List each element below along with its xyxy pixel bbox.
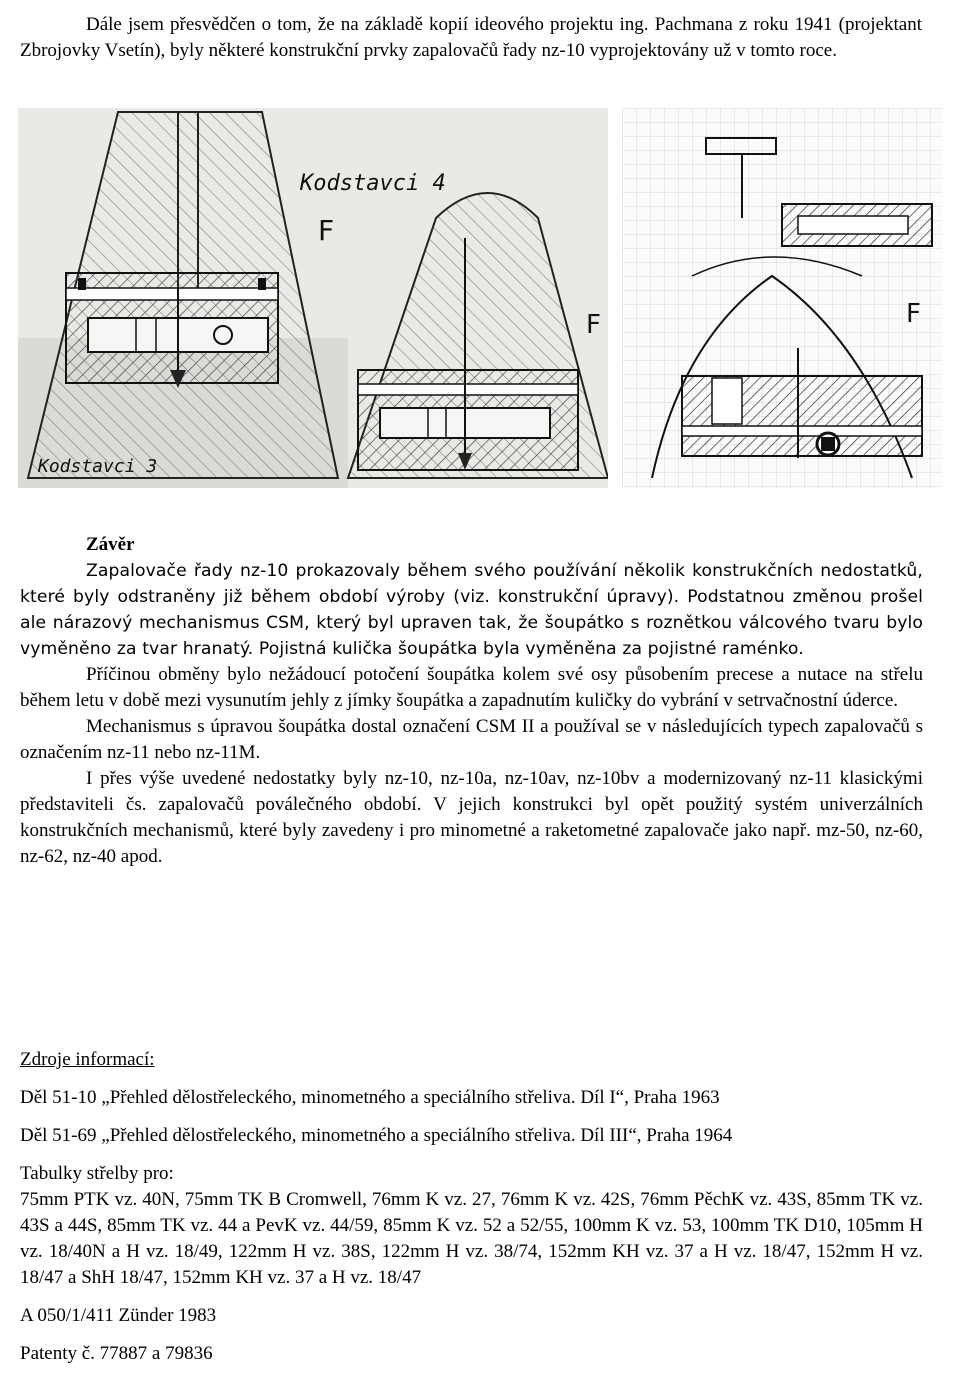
- conclusion-paragraph-2: [20, 662, 923, 714]
- drawing-letter-f: F: [318, 214, 335, 247]
- conclusion-paragraph-1-sans: Zapalovače řady nz-10 prokazovaly během svého používání několik konstrukčních nedostatků, které byly odstraněny již během období výroby (viz. konstrukční úpravy).: [20, 561, 923, 607]
- source-ref-1: Děl 51-10 „Přehled dělostřeleckého, minometného a speciálního střeliva. Díl I“, Praha 1963: [20, 1087, 720, 1108]
- fuze-drawing-right: [622, 108, 942, 488]
- source-ref-2: Děl 51-69 „Přehled dělostřeleckého, minometného a speciálního střeliva. Díl III“, Praha 1964: [20, 1125, 733, 1146]
- source-tables-list: 75mm PTK vz. 40N, 75mm TK B Cromwell, 76mm K vz. 27, 76mm K vz. 42S, 76mm PěchK vz. 43S, 85mm TK vz. 43S a 44S, 85mm TK vz. 44 a PevK vz. 44/59, 85mm K vz. 52 a 52/55, 100mm K vz. 53, 100mm TK D10, 105mm H vz. 18/40N a H vz. 18/49, 122mm H vz. 38S, 122mm H vz. 38/74, 152mm KH vz. 37 a H vz. 18/47, 152mm H vz. 18/47 a ShH 18/47, 152mm KH vz. 37 a H vz. 18/47: [20, 1189, 923, 1288]
- fuze-drawing-left: [18, 108, 608, 488]
- conclusion-paragraph-3-text: Mechanismus s úpravou šoupátka dostal označení CSM II a používal se v následujících typech zapalovačů s označením nz-11 nebo nz-11M.: [20, 716, 923, 763]
- conclusion-paragraph-4: [20, 766, 923, 870]
- drawing-label-top: Kodstavci 4: [300, 171, 446, 196]
- conclusion-title: Závěr: [86, 534, 135, 555]
- conclusion-paragraph-2-text: Příčinou obměny bylo nežádoucí potočení šoupátka kolem své osy působením precese a nutace na střelu během letu v době mezi vysunutím jehly z jímky šoupátka a zapadnutím kuličky do vybrání v setrvačnostní úderce.: [20, 664, 923, 711]
- sources-section: [20, 1047, 923, 1367]
- sources-heading: Zdroje informací:: [20, 1049, 155, 1070]
- intro-section: [20, 12, 922, 64]
- source-ref-3: A 050/1/411 Zünder 1983: [20, 1305, 217, 1326]
- conclusion-paragraph-4-text: I přes výše uvedené nedostatky byly nz-10, nz-10a, nz-10av, nz-10bv a modernizovaný nz-11 klasickými představiteli čs. zapalovačů poválečného období. V jejich konstrukci byl opět použitý systém univerzálních konstrukčních mechanismů, které byly zavedeny i pro minometné a raketometné zapalovače jako např. mz-50, nz-60, nz-62, nz-40 apod.: [20, 768, 923, 867]
- source-ref-4: Patenty č. 77887 a 79836: [20, 1343, 213, 1364]
- conclusion-paragraph-1: [20, 558, 923, 662]
- source-tables-label: Tabulky střelby pro:: [20, 1163, 174, 1184]
- intro-paragraph: Dále jsem přesvědčen o tom, že na základě kopií ideového projektu ing. Pachmana z roku 1941 (projektant Zbrojovky Vsetín), byly některé konstrukční prvky zapalovačů řady nz-10 vyprojektovány už v tomto roce.: [20, 14, 922, 61]
- conclusion-section: [20, 532, 923, 870]
- drawing-letter-f-2: F: [586, 310, 601, 340]
- drawing-right-letter-f: F: [906, 299, 921, 329]
- conclusion-paragraph-3: [20, 714, 923, 766]
- conclusion-paragraph-1-rest: Podstatnou změnou prošel ale nárazový mechanismus CSM, který byl upraven tak, že šoupátko s roznětkou válcového tvaru bylo vyměněno za tvar hranatý. Pojistná kulička šoupátka byla vyměněna za pojistné raménko.: [20, 587, 923, 659]
- drawing-label-bottom: Kodstavci 3: [38, 456, 158, 477]
